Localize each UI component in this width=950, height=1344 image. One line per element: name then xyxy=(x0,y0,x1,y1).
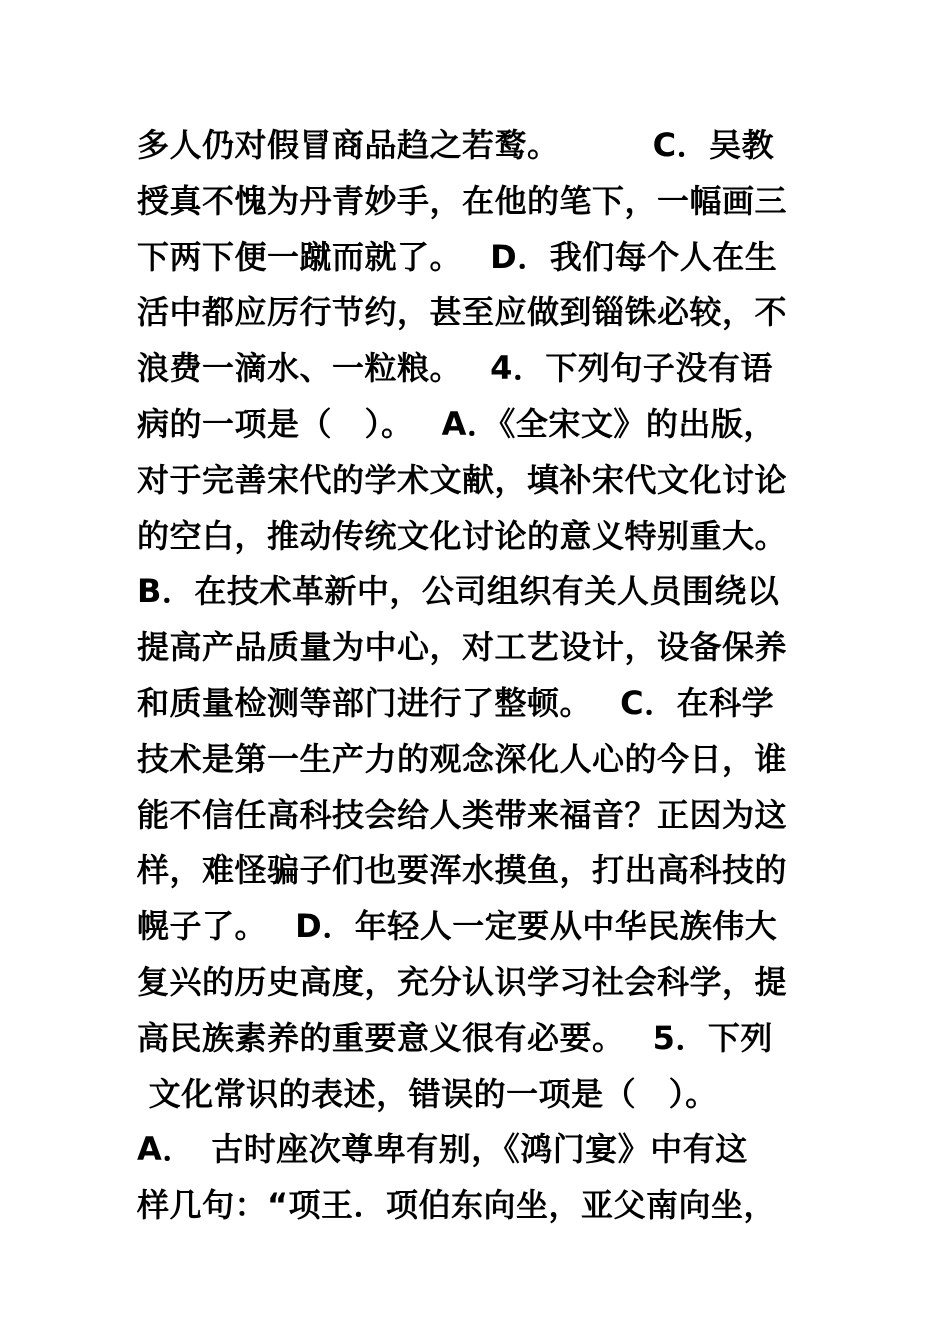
text-line: 提高产品质量为中心，对工艺设计，设备保养 xyxy=(137,628,788,667)
text-line: 的空白，推动传统文化讨论的意义特别重大。 xyxy=(137,516,788,555)
text-line: 样，难怪骗子们也要浑水摸鱼，打出高科技的 xyxy=(137,851,788,890)
text-line: 复兴的历史高度，充分认识学习社会科学，提 xyxy=(137,962,788,1001)
text-line: 文化常识的表述，错误的一项是（ ）。 xyxy=(137,1074,718,1113)
text-line: 授真不愧为丹青妙手，在他的笔下，一幅画三 xyxy=(137,181,788,220)
text-line: 活中都应厉行节约，甚至应做到锱铢必较，不 xyxy=(137,293,788,332)
text-line: 技术是第一生产力的观念深化人心的今日，谁 xyxy=(137,739,788,778)
text-line: 浪费一滴水、一粒粮。 4．下列句子没有语 xyxy=(137,349,773,388)
text-line: B．在技术革新中，公司组织有关人员围绕以 xyxy=(137,572,780,611)
text-line: 下两下便一蹴而就了。 D．我们每个人在生 xyxy=(137,237,778,276)
text-line: 多人仍对假冒商品趋之若鹜。 C．吴教 xyxy=(137,126,775,164)
text-line: 幌子了。 D．年轻人一定要从中华民族伟大 xyxy=(137,907,778,946)
text-line: A． 古时座次尊卑有别，《鸿门宴》中有这 xyxy=(137,1130,748,1169)
text-line: 样几句：“项王．项伯东向坐，亚父南向坐， xyxy=(137,1186,777,1225)
text-line: 和质量检测等部门进行了整顿。 C．在科学 xyxy=(137,683,775,722)
body-text xyxy=(137,118,837,1234)
text-line: 病的一项是（ ）。 A．《全宋文》的出版， xyxy=(137,404,776,443)
text-line: 高民族素养的重要意义很有必要。 5．下列 xyxy=(137,1018,773,1057)
text-line: 能不信任高科技会给人类带来福音？正因为这 xyxy=(137,795,788,834)
text-line: 对于完善宋代的学术文献，填补宋代文化讨论 xyxy=(137,460,788,499)
